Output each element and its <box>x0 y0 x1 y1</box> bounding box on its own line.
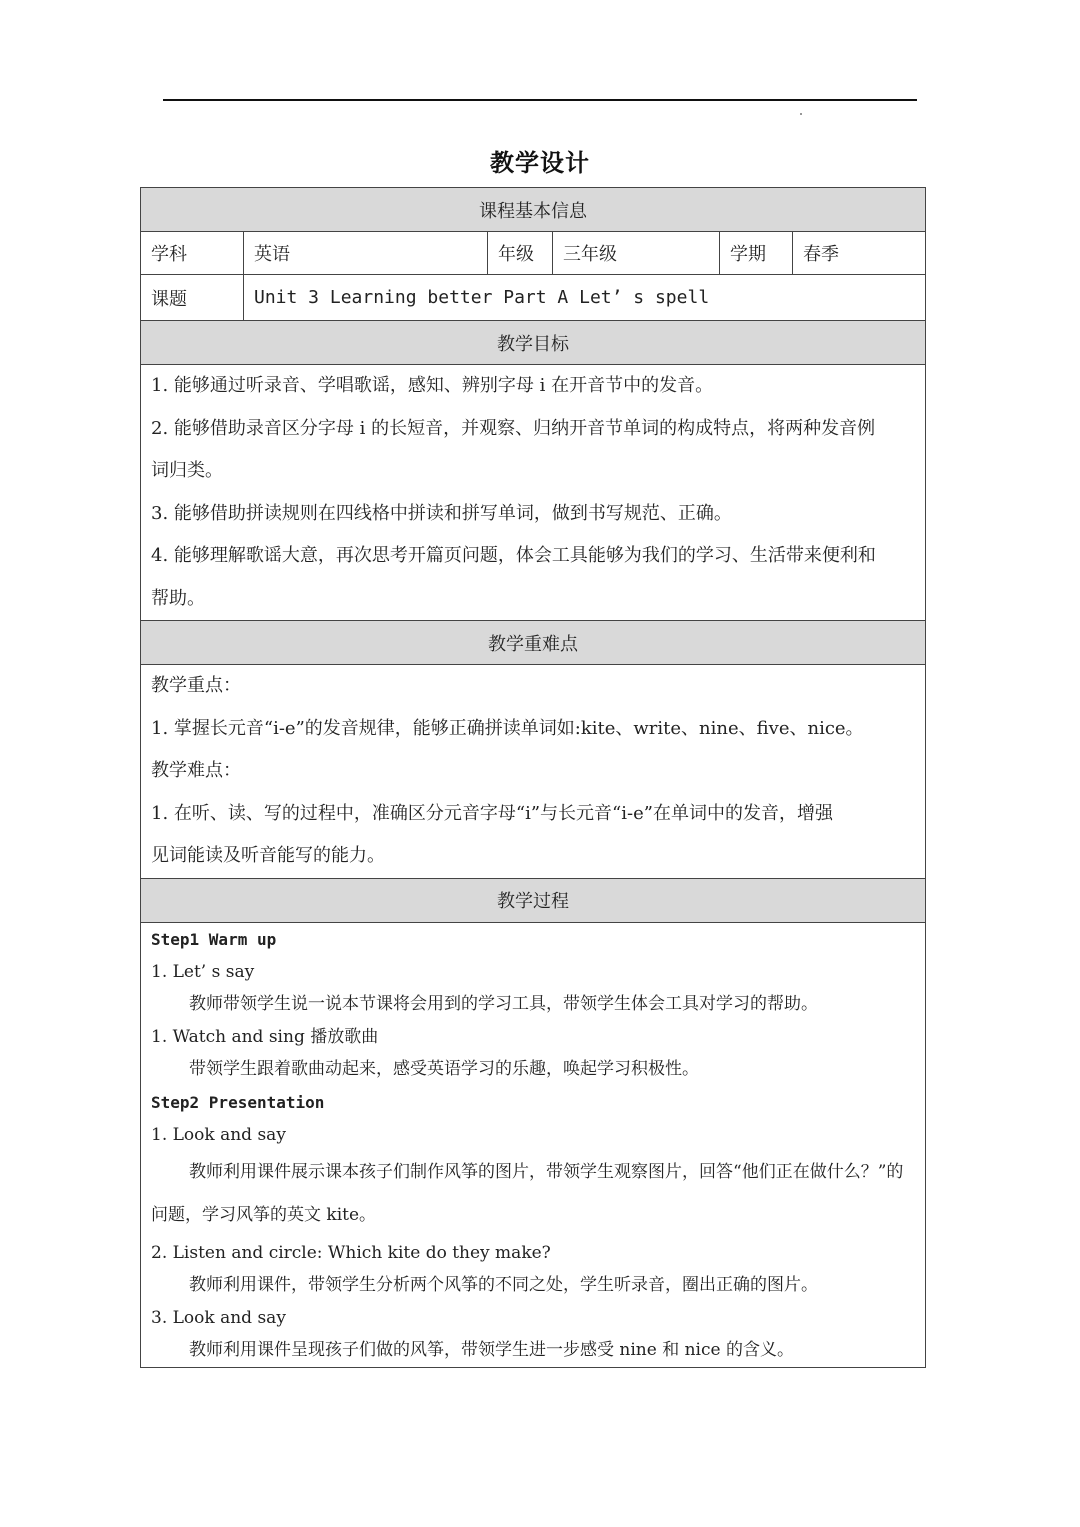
process-body <box>141 922 926 1367</box>
step2-item-2: 2. Listen and circle: Which kite do they make? <box>151 1242 551 1263</box>
objectives-body <box>141 365 926 621</box>
document-title: 教学设计 <box>490 149 590 177</box>
step2-item-3-desc: 教师利用课件呈现孩子们做的风筝，带领学生进一步感受 nine 和 nice 的含义。 <box>189 1339 794 1360</box>
subject-label: 学科 <box>141 232 244 275</box>
difficulty-label: 教学难点： <box>151 760 241 781</box>
step2-item-2-desc: 教师利用课件，带领学生分析两个风筝的不同之处，学生听录音，圈出正确的图片。 <box>189 1274 818 1295</box>
objective-4-line-2: 帮助。 <box>151 587 205 609</box>
objective-1: 1. 能够通过听录音、学唱歌谣，感知、辨别字母 i 在开音节中的发音。 <box>151 375 714 396</box>
section-header-basic-info: 课程基本信息 <box>141 188 926 232</box>
difficulty-item-1-line-1: 1. 在听、读、写的过程中，准确区分元音字母“i”与长元音“i-e”在单词中的发音，增强 <box>151 802 833 824</box>
term-label: 学期 <box>720 232 793 275</box>
step2-title: Step2 Presentation <box>151 1092 325 1112</box>
subject-value: 英语 <box>244 232 488 275</box>
step1-item-2: 1. Watch and sing 播放歌曲 <box>151 1026 379 1047</box>
step2-item-1-desc: 教师利用课件展示课本孩子们制作风筝的图片，带领学生观察图片，回答“他们正在做什么？”的问题，学习风筝的英文 kite。 <box>151 1161 904 1225</box>
difficulty-item-1-line-2: 见词能读及听音能写的能力。 <box>151 845 385 866</box>
objective-4-line-1: 4. 能够理解歌谣大意，再次思考开篇页问题，体会工具能够为我们的学习、生活带来便利和 <box>151 545 876 566</box>
header-rule <box>163 99 917 101</box>
objective-2-line-2: 词归类。 <box>151 460 223 481</box>
grade-value: 三年级 <box>553 232 720 275</box>
focus-label: 教学重点： <box>151 675 241 696</box>
step2-item-1: 1. Look and say <box>151 1124 286 1145</box>
step1-item-2-desc: 带领学生跟着歌曲动起来，感受英语学习的乐趣，唤起学习积极性。 <box>189 1058 699 1079</box>
grade-label: 年级 <box>488 232 553 275</box>
step2-item-3: 3. Look and say <box>151 1307 286 1328</box>
section-header-process: 教学过程 <box>141 878 926 922</box>
lesson-plan-table <box>140 187 926 1368</box>
objective-3: 3. 能够借助拼读规则在四线格中拼读和拼写单词，做到书写规范、正确。 <box>151 502 732 524</box>
term-value: 春季 <box>793 232 926 275</box>
section-header-keypoints: 教学重难点 <box>141 621 926 665</box>
step1-item-1-desc: 教师带领学生说一说本节课将会用到的学习工具，带领学生体会工具对学习的帮助。 <box>189 993 818 1014</box>
focus-item-1: 1. 掌握长元音“i-e”的发音规律，能够正确拼读单词如:kite、write、nine、five、nice。 <box>151 717 864 739</box>
page-mark <box>800 113 802 115</box>
topic-value: Unit 3 Learning better Part A Let’ s spell <box>244 275 926 321</box>
section-header-objectives: 教学目标 <box>141 321 926 365</box>
topic-label: 课题 <box>141 275 244 321</box>
keypoints-body <box>141 665 926 879</box>
step1-title: Step1 Warm up <box>151 929 277 949</box>
step1-item-1: 1. Let’ s say <box>151 961 255 982</box>
objective-2-line-1: 2. 能够借助录音区分字母 i 的长短音，并观察、归纳开音节单词的构成特点，将两种发音例 <box>151 417 876 439</box>
